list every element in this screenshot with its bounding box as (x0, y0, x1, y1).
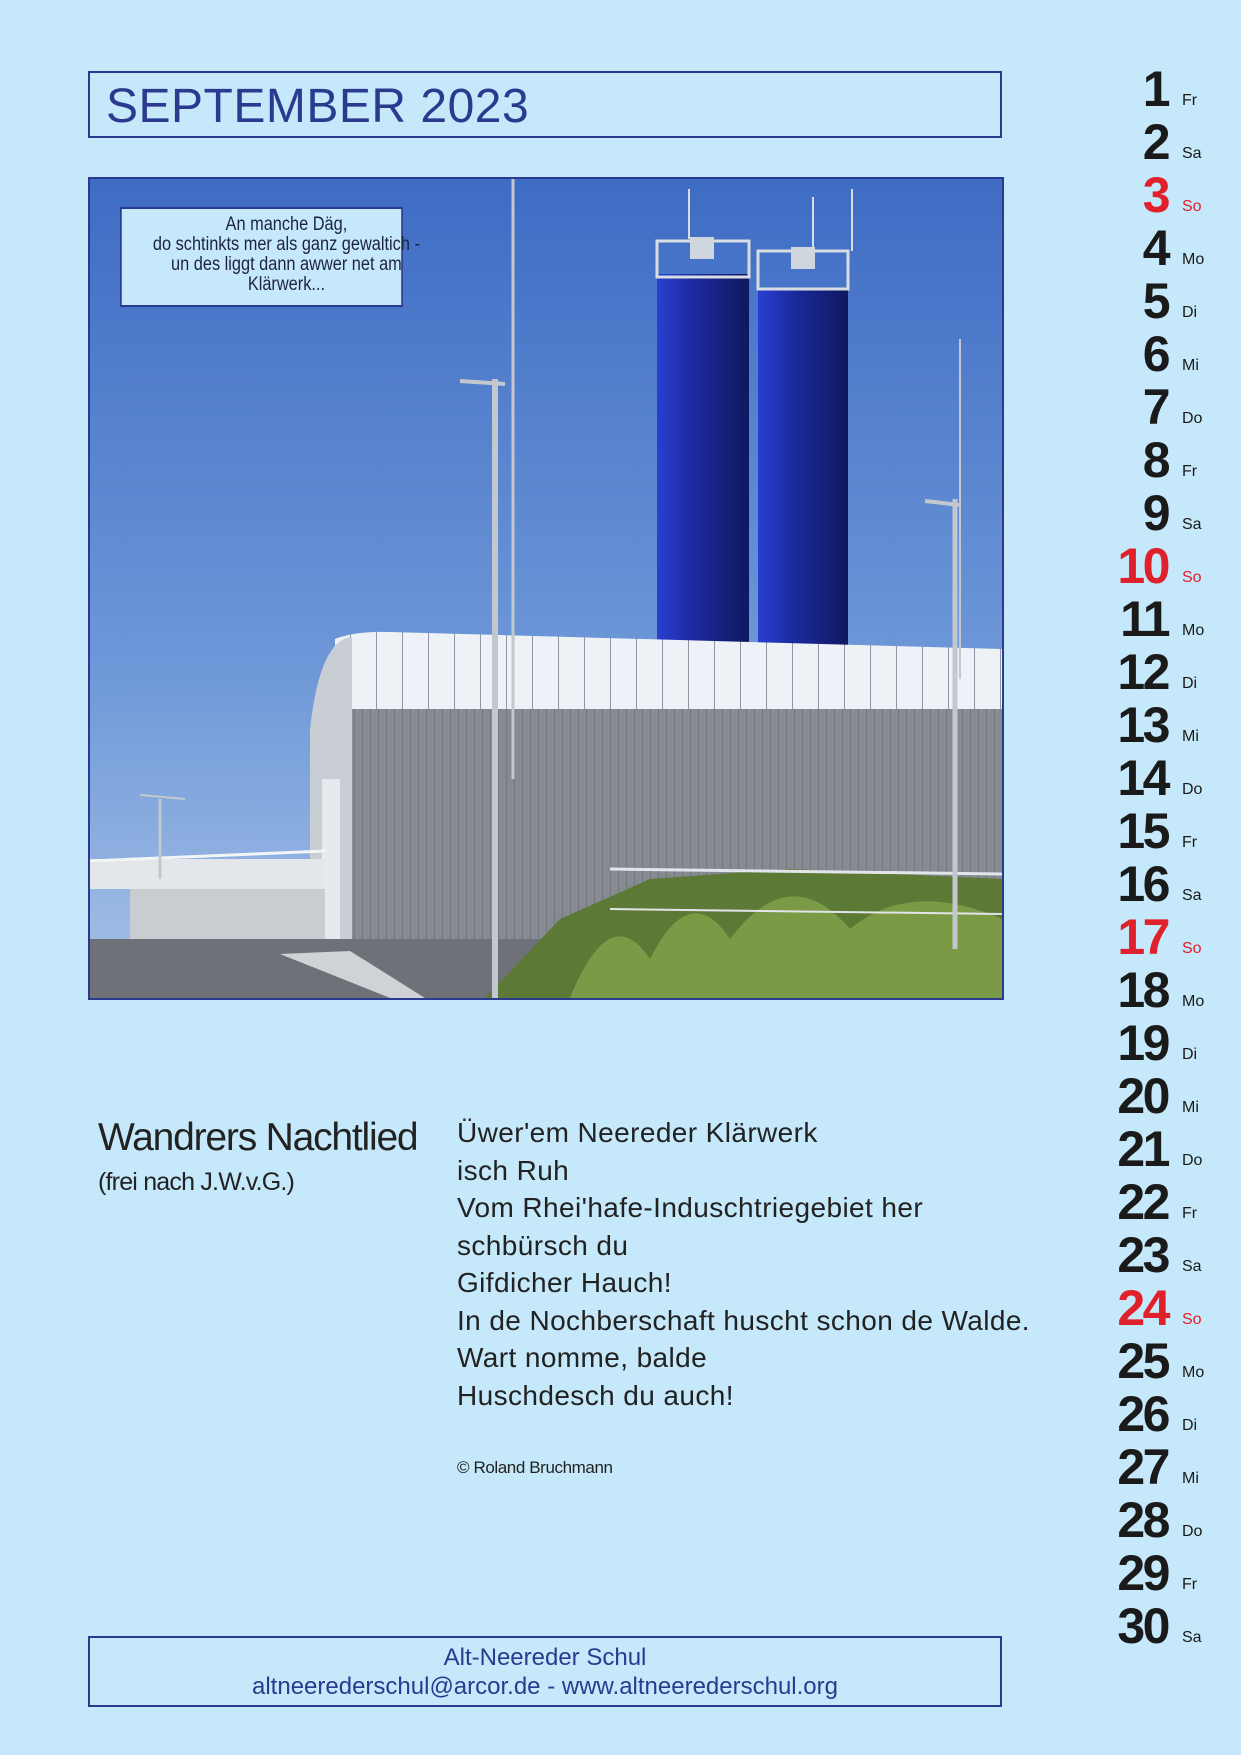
caption-line: Klärwerk... (247, 274, 326, 295)
calendar-day (1100, 326, 1240, 382)
calendar-day (1100, 485, 1240, 541)
calendar-day (1100, 856, 1240, 912)
poem-line: isch Ruh (457, 1154, 570, 1186)
day-number: 2 (1142, 114, 1168, 170)
poem-line: Wart nomme, balde (457, 1342, 708, 1373)
weekday-label: So (1182, 1311, 1202, 1328)
weekday-label: Sa (1182, 516, 1202, 533)
weekday-label: Mi (1182, 357, 1199, 374)
calendar-day (1100, 1280, 1240, 1336)
poem-line: Üwer'em Neereder Klärwerk (457, 1117, 818, 1148)
day-number: 17 (1117, 909, 1168, 965)
day-number: 13 (1117, 697, 1168, 753)
calendar-day (1100, 538, 1240, 594)
calendar-day (1100, 1068, 1240, 1124)
calendar-day (1100, 379, 1240, 435)
calendar-day (1100, 1492, 1240, 1548)
weekday-label: Do (1182, 410, 1203, 427)
poem-text (457, 1114, 1030, 1414)
day-number: 9 (1142, 485, 1168, 541)
day-number: 20 (1117, 1068, 1168, 1124)
poem-subtitle: (frei nach J.W.v.G.) (98, 1168, 295, 1196)
calendar-day (1100, 273, 1240, 329)
weekday-label: Mi (1182, 1470, 1199, 1487)
calendar-day (1100, 220, 1240, 276)
day-number: 23 (1117, 1227, 1168, 1283)
weekday-label: Fr (1182, 92, 1198, 109)
day-number: 19 (1117, 1015, 1168, 1071)
calendar-day (1100, 61, 1240, 117)
calendar-day (1100, 697, 1240, 753)
calendar-day (1100, 1227, 1240, 1283)
day-number: 12 (1117, 644, 1168, 700)
caption-line: do schtinkts mer als ganz gewaltich - (152, 234, 420, 255)
calendar-day (1100, 750, 1240, 806)
calendar-day (1100, 909, 1240, 965)
footer-box (88, 1636, 1002, 1707)
day-number: 18 (1117, 962, 1168, 1018)
weekday-label: Mi (1182, 728, 1199, 745)
photo (88, 177, 1004, 1000)
poem-line: Gifdicher Hauch! (457, 1267, 672, 1298)
calendar-day (1100, 803, 1240, 859)
weekday-label: Sa (1182, 887, 1202, 904)
day-number: 8 (1142, 432, 1168, 488)
weekday-label: Di (1182, 304, 1198, 321)
weekday-label: Do (1182, 1523, 1203, 1540)
day-number: 15 (1117, 803, 1168, 859)
weekday-label: So (1182, 940, 1202, 957)
poem-line: Huschdesch du auch! (457, 1379, 734, 1411)
day-number: 25 (1117, 1333, 1168, 1389)
calendar-day (1100, 1121, 1240, 1177)
calendar-day (1100, 1174, 1240, 1230)
weekday-label: Fr (1182, 463, 1198, 480)
poem-line: In de Nochberschaft huscht schon de Walde. (457, 1304, 1030, 1336)
day-number: 1 (1142, 61, 1168, 117)
day-number: 4 (1142, 220, 1168, 276)
calendar-day (1100, 167, 1240, 223)
weekday-label: Fr (1182, 834, 1198, 851)
day-number: 11 (1120, 591, 1168, 647)
weekday-label: Mo (1182, 1364, 1205, 1381)
day-number: 5 (1142, 273, 1168, 329)
calendar-day (1100, 644, 1240, 700)
weekday-label: Di (1182, 675, 1198, 692)
calendar-day (1100, 962, 1240, 1018)
day-number: 24 (1117, 1280, 1168, 1336)
day-number: 7 (1142, 379, 1168, 435)
calendar-day (1100, 114, 1240, 170)
weekday-label: Mo (1182, 993, 1205, 1010)
day-number: 26 (1117, 1386, 1168, 1442)
weekday-label: Sa (1182, 1629, 1202, 1646)
day-number: 22 (1117, 1174, 1168, 1230)
day-number: 27 (1117, 1439, 1168, 1495)
footer-contact[interactable]: altneerederschul@arcor.de - www.altneerederschul.org (252, 1673, 838, 1700)
weekday-label: Sa (1182, 145, 1202, 162)
weekday-label: Fr (1182, 1576, 1198, 1593)
day-number: 10 (1117, 538, 1168, 594)
day-number: 6 (1142, 326, 1168, 382)
photo-caption (120, 207, 420, 307)
poem-line: schbürsch du (457, 1229, 629, 1261)
poem-line: Vom Rhei'hafe-Induschtriegebiet her (457, 1192, 924, 1223)
day-number: 28 (1117, 1492, 1168, 1548)
calendar-day (1100, 591, 1240, 647)
calendar-day (1100, 432, 1240, 488)
day-number: 29 (1117, 1545, 1168, 1601)
weekday-label: Fr (1182, 1205, 1198, 1222)
day-number: 30 (1117, 1598, 1168, 1654)
calendar-day (1100, 1598, 1240, 1654)
calendar-day (1100, 1545, 1240, 1601)
calendar-day (1100, 1386, 1240, 1442)
calendar-day (1100, 1015, 1240, 1071)
weekday-label: Mo (1182, 622, 1205, 639)
weekday-label: So (1182, 569, 1202, 586)
weekday-label: Di (1182, 1046, 1198, 1063)
poem-title: Wandrers Nachtlied (98, 1116, 418, 1159)
weekday-label: Do (1182, 1152, 1203, 1169)
weekday-label: Sa (1182, 1258, 1202, 1275)
day-number: 16 (1117, 856, 1168, 912)
weekday-label: So (1182, 198, 1202, 215)
weekday-label: Mo (1182, 251, 1205, 268)
weekday-label: Do (1182, 781, 1203, 798)
month-title: SEPTEMBER 2023 (106, 80, 530, 133)
day-number: 14 (1117, 750, 1168, 806)
day-number: 3 (1142, 167, 1168, 223)
day-number: 21 (1117, 1121, 1168, 1177)
month-title-box (88, 71, 1002, 138)
weekday-label: Di (1182, 1417, 1198, 1434)
caption-line: un des liggt dann awwer net am (171, 254, 402, 275)
calendar-day (1100, 1333, 1240, 1389)
footer-name: Alt-Neereder Schul (443, 1644, 647, 1671)
copyright: © Roland Bruchmann (457, 1458, 613, 1477)
calendar-day (1100, 1439, 1240, 1495)
caption-line: An manche Däg, (225, 214, 348, 235)
weekday-label: Mi (1182, 1099, 1199, 1116)
